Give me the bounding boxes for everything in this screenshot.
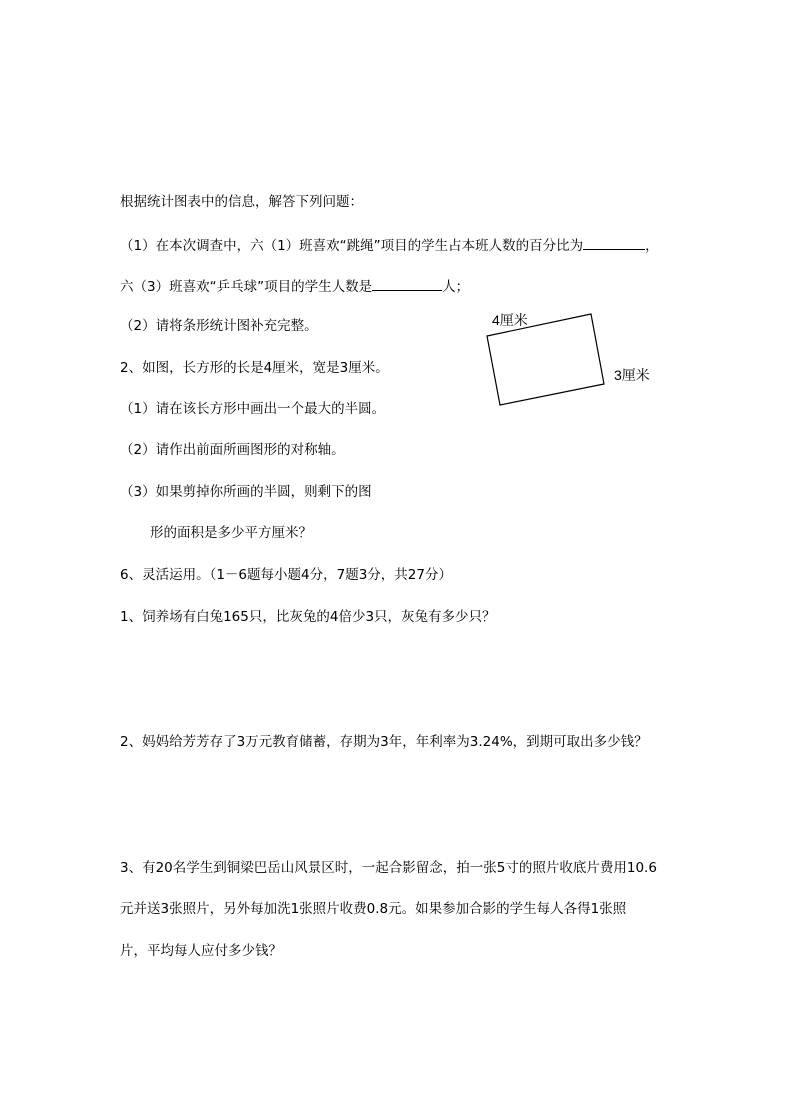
question-2-sub-1: （1）请在该长方形中画出一个最大的半圆。 [120, 401, 386, 417]
question-2-sub-3b: 形的面积是多少平方厘米？ [150, 525, 312, 541]
answer-blank-percentage[interactable] [583, 235, 645, 250]
question-1-part-1-text: （1）在本次调查中，六（1）班喜欢“跳绳”项目的学生占本班人数的百分比为 [120, 238, 584, 254]
question-1-part-1b-text: 六（3）班喜欢“乒乓球”项目的学生人数是 [120, 279, 373, 295]
question-1-part-1b [120, 276, 469, 296]
problem-2: 2、妈妈给芳芳存了3万元教育储蓄，存期为3年，年利率为3.24%，到期可取出多少钱？ [120, 734, 648, 750]
question-1-part-2: （2）请将条形统计图补充完整。 [120, 318, 318, 334]
question-1-part-1 [120, 235, 659, 255]
problem-3-line-1: 3、有20名学生到铜梁巴岳山风景区时，一起合影留念，拍一张5寸的照片收底片费用10.6 [120, 860, 657, 876]
question-1-part-1-end: ， [645, 238, 659, 254]
question-1-part-1b-end: 人； [442, 279, 470, 295]
rectangle-length-label: 4厘米 [492, 312, 528, 328]
rectangle-width-label: 3厘米 [614, 367, 650, 383]
problem-1: 1、饲养场有白兔165只，比灰兔的4倍少3只，灰兔有多少只？ [120, 609, 496, 625]
intro-text: 根据统计图表中的信息，解答下列问题： [120, 194, 363, 210]
answer-blank-count[interactable] [372, 276, 442, 291]
problem-3-line-3: 片，平均每人应付多少钱？ [120, 943, 282, 959]
question-2-sub-3a: （3）如果剪掉你所画的半圆，则剩下的图 [120, 484, 372, 500]
problem-3-line-2: 元并送3张照片，另外每加洗1张照片收费0.8元。如果参加合影的学生每人各得1张照 [120, 901, 627, 917]
question-2-sub-2: （2）请作出前面所画图形的对称轴。 [120, 442, 345, 458]
section-6-heading: 6、灵活运用。（1－6题每小题4分，7题3分，共27分） [120, 567, 452, 583]
question-2-title: 2、如图，长方形的长是4厘米，宽是3厘米。 [120, 360, 389, 376]
